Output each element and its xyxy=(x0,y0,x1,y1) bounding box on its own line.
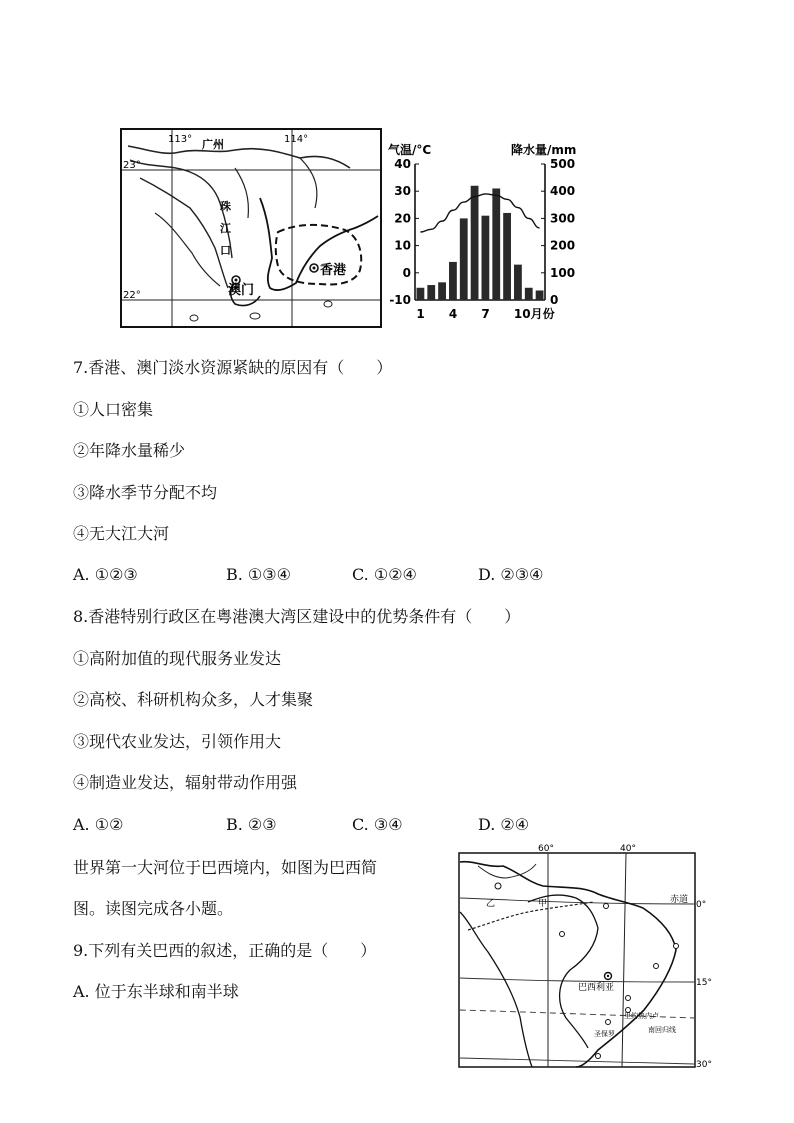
map2-label-yi: 乙 xyxy=(486,899,496,909)
map1-label-zhu: 珠 xyxy=(220,200,231,213)
chart-ytick-left: 30 xyxy=(394,184,411,199)
map1-lat-23: 23° xyxy=(123,160,141,171)
chart-ytick-right: 400 xyxy=(550,184,576,199)
q7-option-d[interactable]: D. ②③④ xyxy=(478,565,544,584)
map2-lat-0: 0° xyxy=(696,900,707,910)
map1-label-hongkong: 香港 xyxy=(320,263,347,278)
climate-chart xyxy=(382,138,587,328)
map2-label-brasilia: 巴西利亚 xyxy=(578,983,615,993)
q7-option-a[interactable]: A. ①②③ xyxy=(73,565,138,584)
precipitation-bar xyxy=(460,218,468,300)
chart-ylabel-right: 降水量/mm xyxy=(511,143,577,157)
q7-option-b[interactable]: B. ①③④ xyxy=(226,565,291,584)
q9-stem: 9.下列有关巴西的叙述，正确的是（ ） xyxy=(73,941,377,960)
q7-item-4: ④无大江大河 xyxy=(73,524,170,543)
q8-option-b[interactable]: B. ②③ xyxy=(226,815,277,834)
q8-option-d[interactable]: D. ②④ xyxy=(478,815,530,834)
q7-option-c[interactable]: C. ①②④ xyxy=(352,565,417,584)
q8-item-2: ②高校、科研机构众多，人才集聚 xyxy=(73,690,314,709)
chart-ytick-right: 100 xyxy=(550,265,576,280)
map2-lat-15: 15° xyxy=(696,978,712,988)
map1-lat-22: 22° xyxy=(123,290,141,301)
precipitation-bar xyxy=(471,186,479,300)
chart-ytick-left: 10 xyxy=(394,238,411,253)
q7-stem: 7.香港、澳门淡水资源紧缺的原因有（ ） xyxy=(73,358,393,377)
q8-stem: 8.香港特别行政区在粤港澳大湾区建设中的优势条件有（ ） xyxy=(73,607,521,626)
map2-lat-30: 30° xyxy=(696,1060,712,1070)
map1-lon-114: 114° xyxy=(284,134,309,145)
chart-ytick-right: 0 xyxy=(550,293,559,307)
map1-lon-113: 113° xyxy=(168,134,193,145)
map2-label-tropic: 南回归线 xyxy=(648,1026,676,1034)
precipitation-bar xyxy=(438,282,446,300)
precipitation-bar xyxy=(503,213,511,300)
chart-ytick-right: 200 xyxy=(550,238,576,253)
precipitation-bar xyxy=(449,262,457,300)
map2-lon-60: 60° xyxy=(538,844,554,854)
q8-option-a[interactable]: A. ①② xyxy=(73,815,124,834)
chart-ytick-left: -10 xyxy=(389,293,411,307)
q7-item-2: ②年降水量稀少 xyxy=(73,441,186,460)
chart-ytick-left: 40 xyxy=(394,157,411,171)
precipitation-bar xyxy=(514,265,522,300)
temperature-line xyxy=(420,194,539,232)
brazil-intro-line-2: 图。读图完成各小题。 xyxy=(73,899,234,918)
q8-option-c[interactable]: C. ③④ xyxy=(352,815,403,834)
precipitation-bar xyxy=(525,288,533,300)
q8-item-4: ④制造业发达，辐射带动作用强 xyxy=(73,773,298,792)
chart-ytick-right: 500 xyxy=(550,157,576,171)
brazil-intro-line-1: 世界第一大河位于巴西境内，如图为巴西简 xyxy=(73,858,378,877)
brazil-map xyxy=(458,842,714,1070)
precipitation-bar xyxy=(536,290,544,300)
map2-lon-40: 40° xyxy=(620,844,636,854)
precipitation-bar xyxy=(492,188,500,300)
q9-option-a[interactable]: A. 位于东半球和南半球 xyxy=(73,982,239,1001)
q8-item-3: ③现代农业发达，引领作用大 xyxy=(73,732,282,751)
map2-label-rio: 里约热内卢 xyxy=(624,1012,659,1020)
chart-xtick: 10月份 xyxy=(513,307,555,321)
chart-ylabel-left: 气温/°C xyxy=(388,143,432,157)
map1-label-macau: 澳门 xyxy=(228,283,255,298)
precipitation-bar xyxy=(417,288,425,300)
q7-item-3: ③降水季节分配不均 xyxy=(73,483,218,502)
map2-label-jia: 甲 xyxy=(538,899,548,909)
chart-ytick-left: 0 xyxy=(402,265,411,280)
precipitation-bar xyxy=(427,285,435,300)
q7-item-1: ①人口密集 xyxy=(73,400,154,419)
q8-item-1: ①高附加值的现代服务业发达 xyxy=(73,649,282,668)
map2-label-equator: 赤道 xyxy=(670,895,689,905)
pearl-river-delta-map xyxy=(120,128,382,328)
chart-xtick: 7 xyxy=(481,307,490,321)
precipitation-bar xyxy=(482,216,490,300)
map1-label-guangzhou: 广州 xyxy=(202,138,224,151)
map1-label-jiang: 江 xyxy=(220,222,231,235)
chart-xtick: 4 xyxy=(448,307,458,321)
chart-ytick-left: 20 xyxy=(394,211,411,226)
map2-label-saopaulo: 圣保罗 xyxy=(594,1030,615,1038)
chart-ytick-right: 300 xyxy=(550,211,576,226)
map1-label-kou: 口 xyxy=(220,244,231,257)
chart-xtick: 1 xyxy=(416,307,425,321)
